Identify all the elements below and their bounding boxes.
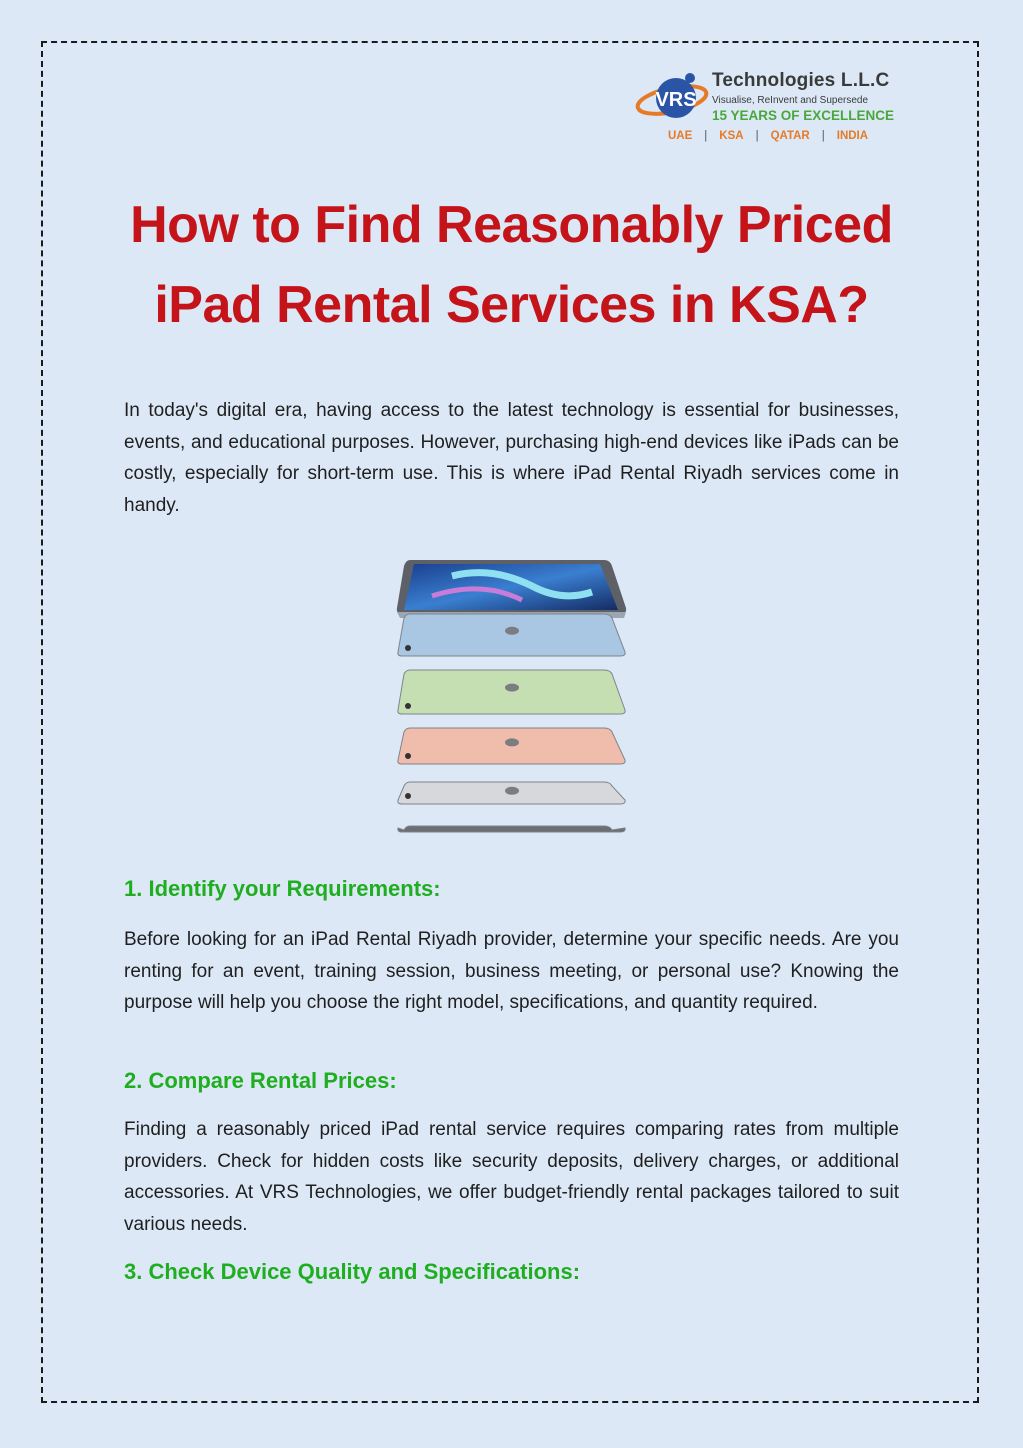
country-ksa: KSA [719, 130, 744, 142]
intro-paragraph: In today's digital era, having access to the latest technology is essential for businesses, events, and educational purposes. However, purchasing high-end devices like iPads can be costly, especially for short-term use. This is where iPad Rental Riyadh services come in handy. [124, 400, 899, 517]
camera-icon [405, 753, 411, 759]
camera-icon [405, 703, 411, 709]
logo-company-name: Technologies L.L.C [712, 70, 890, 91]
apple-logo-icon [505, 738, 519, 746]
section-2-heading: 2. Compare Rental Prices: [124, 1068, 397, 1093]
apple-logo-icon [505, 627, 519, 635]
title-line-1: How to Find Reasonably Priced [130, 196, 893, 254]
camera-icon [405, 793, 411, 799]
ipad-stack-image [392, 556, 632, 841]
country-qatar: QATAR [770, 130, 810, 142]
section-3-heading: 3. Check Device Quality and Specifications: [124, 1259, 581, 1284]
section-1-body: Before looking for an iPad Rental Riyadh provider, determine your specific needs. Are you renting for an event, training session, business meeting, or personal use? Knowing the purpose will help you choose the right model, specifications, and quantity required. [124, 929, 899, 1014]
camera-icon [405, 645, 411, 651]
page-title [100, 185, 923, 345]
section-2-body: Finding a reasonably priced iPad rental service requires comparing rates from multiple providers. Check for hidden costs like security deposits, delivery charges, or additional accessories. At VRS Technologies, we offer budget-friendly rental packages tailored to suit various needs. [124, 1119, 899, 1236]
vrs-globe-icon [634, 70, 710, 126]
ipad-back-plate [398, 670, 625, 714]
country-uae: UAE [668, 130, 693, 142]
logo-countries: UAE | KSA | QATAR | INDIA [656, 130, 880, 142]
logo-tagline: Visualise, ReInvent and Supersede [712, 95, 869, 106]
company-logo [634, 66, 904, 150]
section-1-heading: 1. Identify your Requirements: [124, 876, 441, 901]
apple-logo-icon [505, 787, 519, 795]
logo-mark-text: VRS [655, 89, 697, 111]
ipad-screen-icon [397, 560, 626, 618]
apple-logo-icon [505, 684, 519, 692]
ipad-back-plate [398, 826, 625, 832]
title-line-2: iPad Rental Services in KSA? [154, 276, 869, 334]
ipad-back-plate [398, 614, 625, 656]
country-india: INDIA [836, 130, 869, 142]
logo-years: 15 YEARS OF EXCELLENCE [712, 108, 895, 123]
